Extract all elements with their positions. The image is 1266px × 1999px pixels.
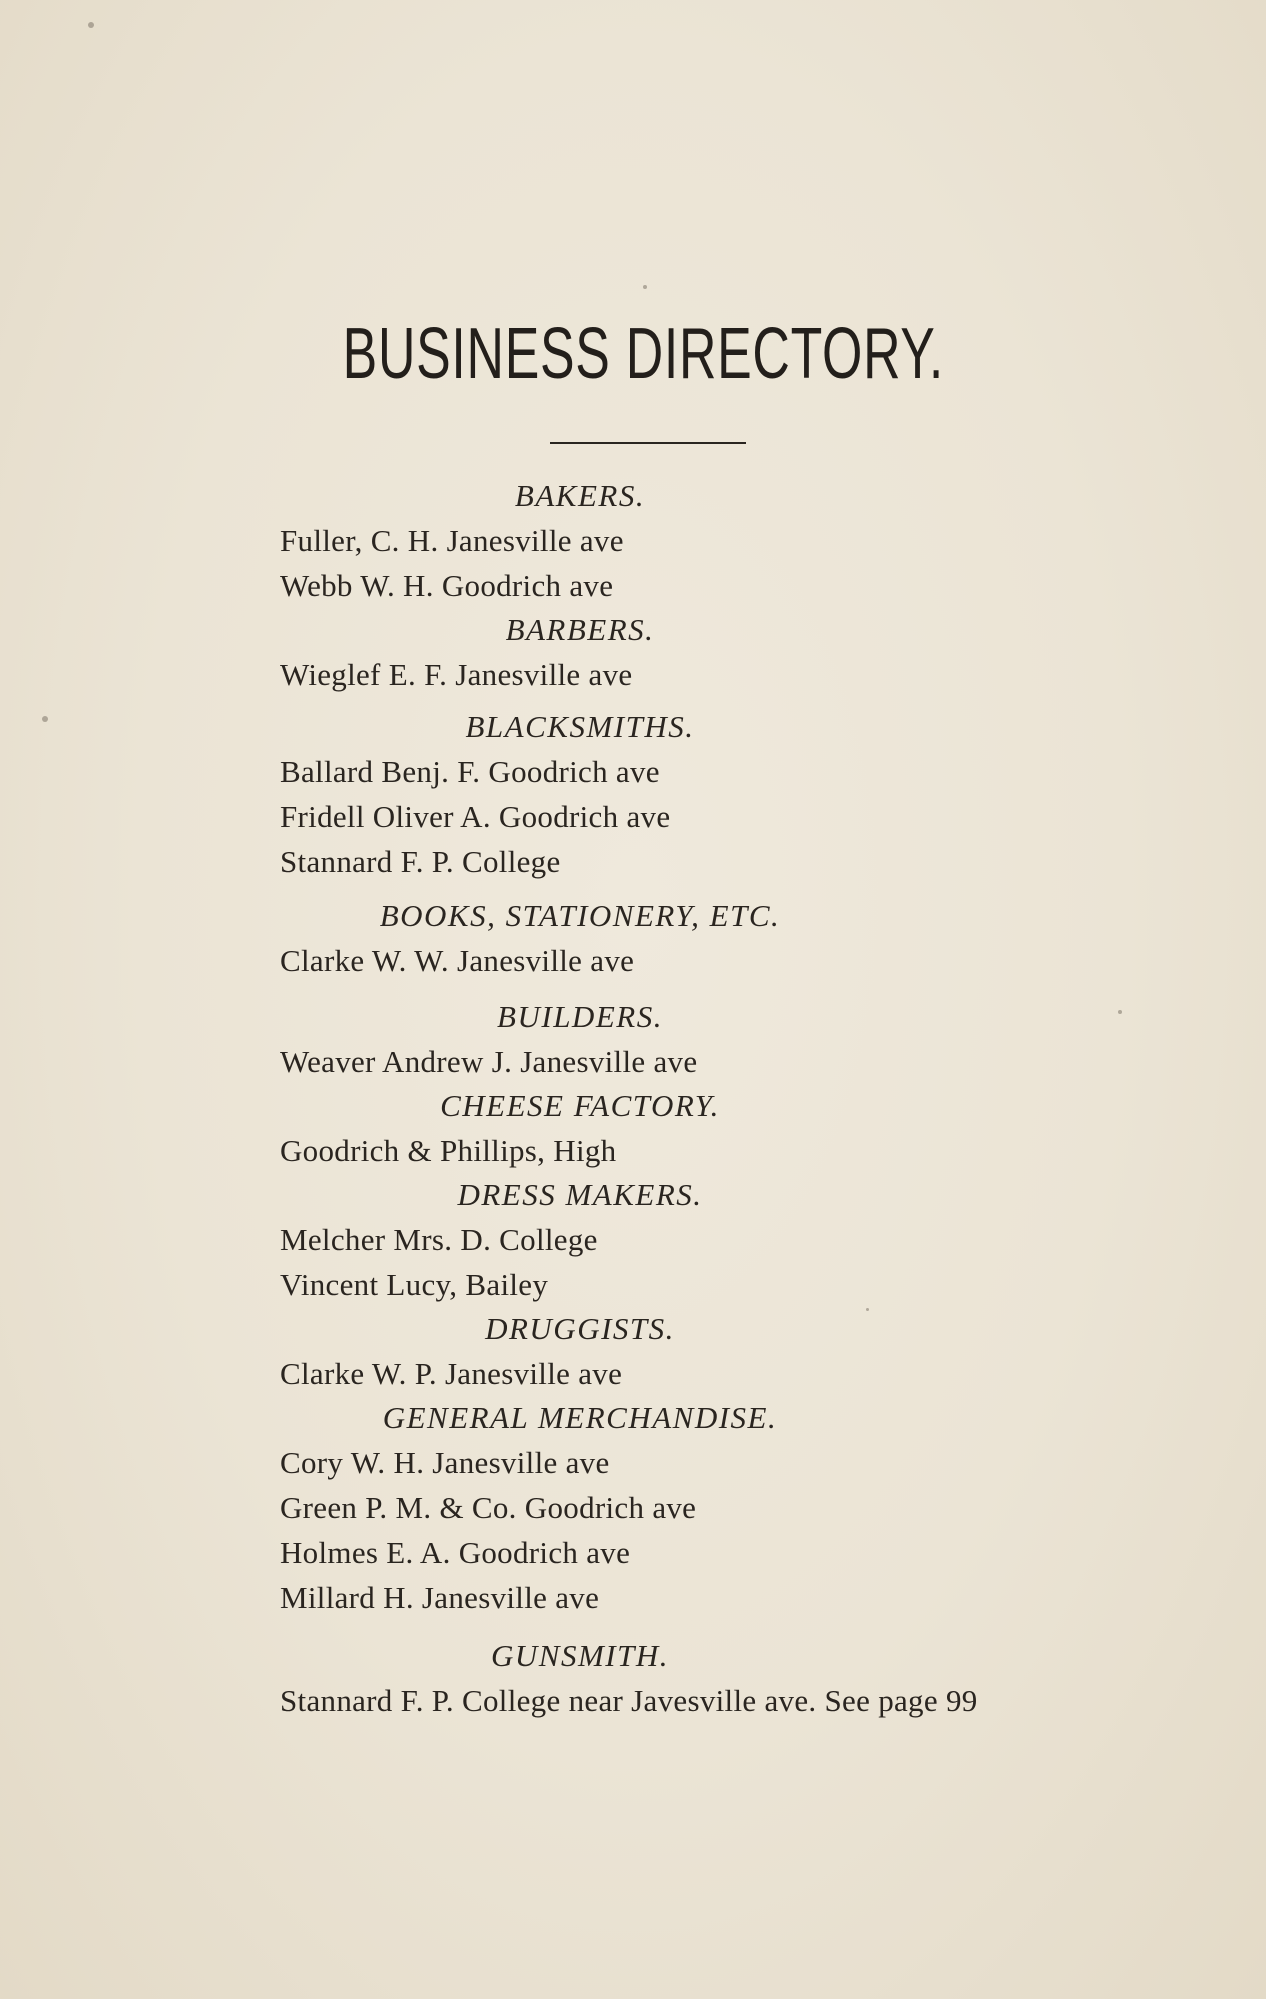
directory-entry: Cory W. H. Janesville ave (280, 1445, 610, 1480)
paper-speck (42, 716, 48, 722)
business-directory (280, 474, 1140, 1723)
directory-entry: Millard H. Janesville ave (280, 1580, 600, 1615)
directory-entry: Clarke W. P. Janesville ave (280, 1356, 623, 1391)
paper-speck (866, 1308, 869, 1311)
paper-speck (1118, 1010, 1122, 1014)
category-heading: BLACKSMITHS. (465, 709, 695, 744)
directory-entry: Ballard Benj. F. Goodrich ave (280, 754, 660, 789)
directory-entry: Melcher Mrs. D. College (280, 1222, 598, 1257)
directory-entry: Fuller, C. H. Janesville ave (280, 523, 624, 558)
directory-entry: Green P. M. & Co. Goodrich ave (280, 1490, 697, 1525)
directory-entry: Goodrich & Phillips, High (280, 1133, 617, 1168)
directory-category (280, 1396, 1140, 1620)
directory-entry: Vincent Lucy, Bailey (280, 1267, 549, 1302)
directory-entry: Stannard F. P. College near Javesville ave. See page 99 (280, 1683, 978, 1718)
title-rule (550, 442, 746, 444)
category-heading: BOOKS, STATIONERY, ETC. (379, 898, 781, 933)
directory-category (280, 608, 1140, 697)
category-heading: DRESS MAKERS. (457, 1177, 703, 1212)
directory-category (280, 1307, 1140, 1396)
directory-entry: Fridell Oliver A. Goodrich ave (280, 799, 671, 834)
category-heading: CHEESE FACTORY. (440, 1088, 720, 1123)
page-title: BUSINESS DIRECTORY. (342, 314, 945, 394)
directory-entry: Weaver Andrew J. Janesville ave (280, 1044, 698, 1079)
directory-category (280, 1634, 1140, 1723)
directory-entry: Wieglef E. F. Janesville ave (280, 657, 633, 692)
category-heading: DRUGGISTS. (485, 1311, 675, 1346)
category-heading: GENERAL MERCHANDISE. (382, 1400, 778, 1435)
directory-category (280, 705, 1140, 884)
paper-speck (88, 22, 94, 28)
directory-entry: Holmes E. A. Goodrich ave (280, 1535, 631, 1570)
category-heading: BARBERS. (505, 612, 655, 647)
directory-category (280, 995, 1140, 1084)
directory-category (280, 474, 1140, 608)
directory-entry: Clarke W. W. Janesville ave (280, 943, 635, 978)
directory-entry: Webb W. H. Goodrich ave (280, 568, 614, 603)
category-heading: GUNSMITH. (491, 1638, 669, 1673)
directory-category (280, 1084, 1140, 1173)
directory-entry: Stannard F. P. College (280, 844, 561, 879)
directory-category (280, 894, 1140, 983)
directory-category (280, 1173, 1140, 1307)
paper-speck (643, 285, 647, 289)
category-heading: BAKERS. (514, 478, 646, 513)
category-heading: BUILDERS. (497, 999, 663, 1034)
